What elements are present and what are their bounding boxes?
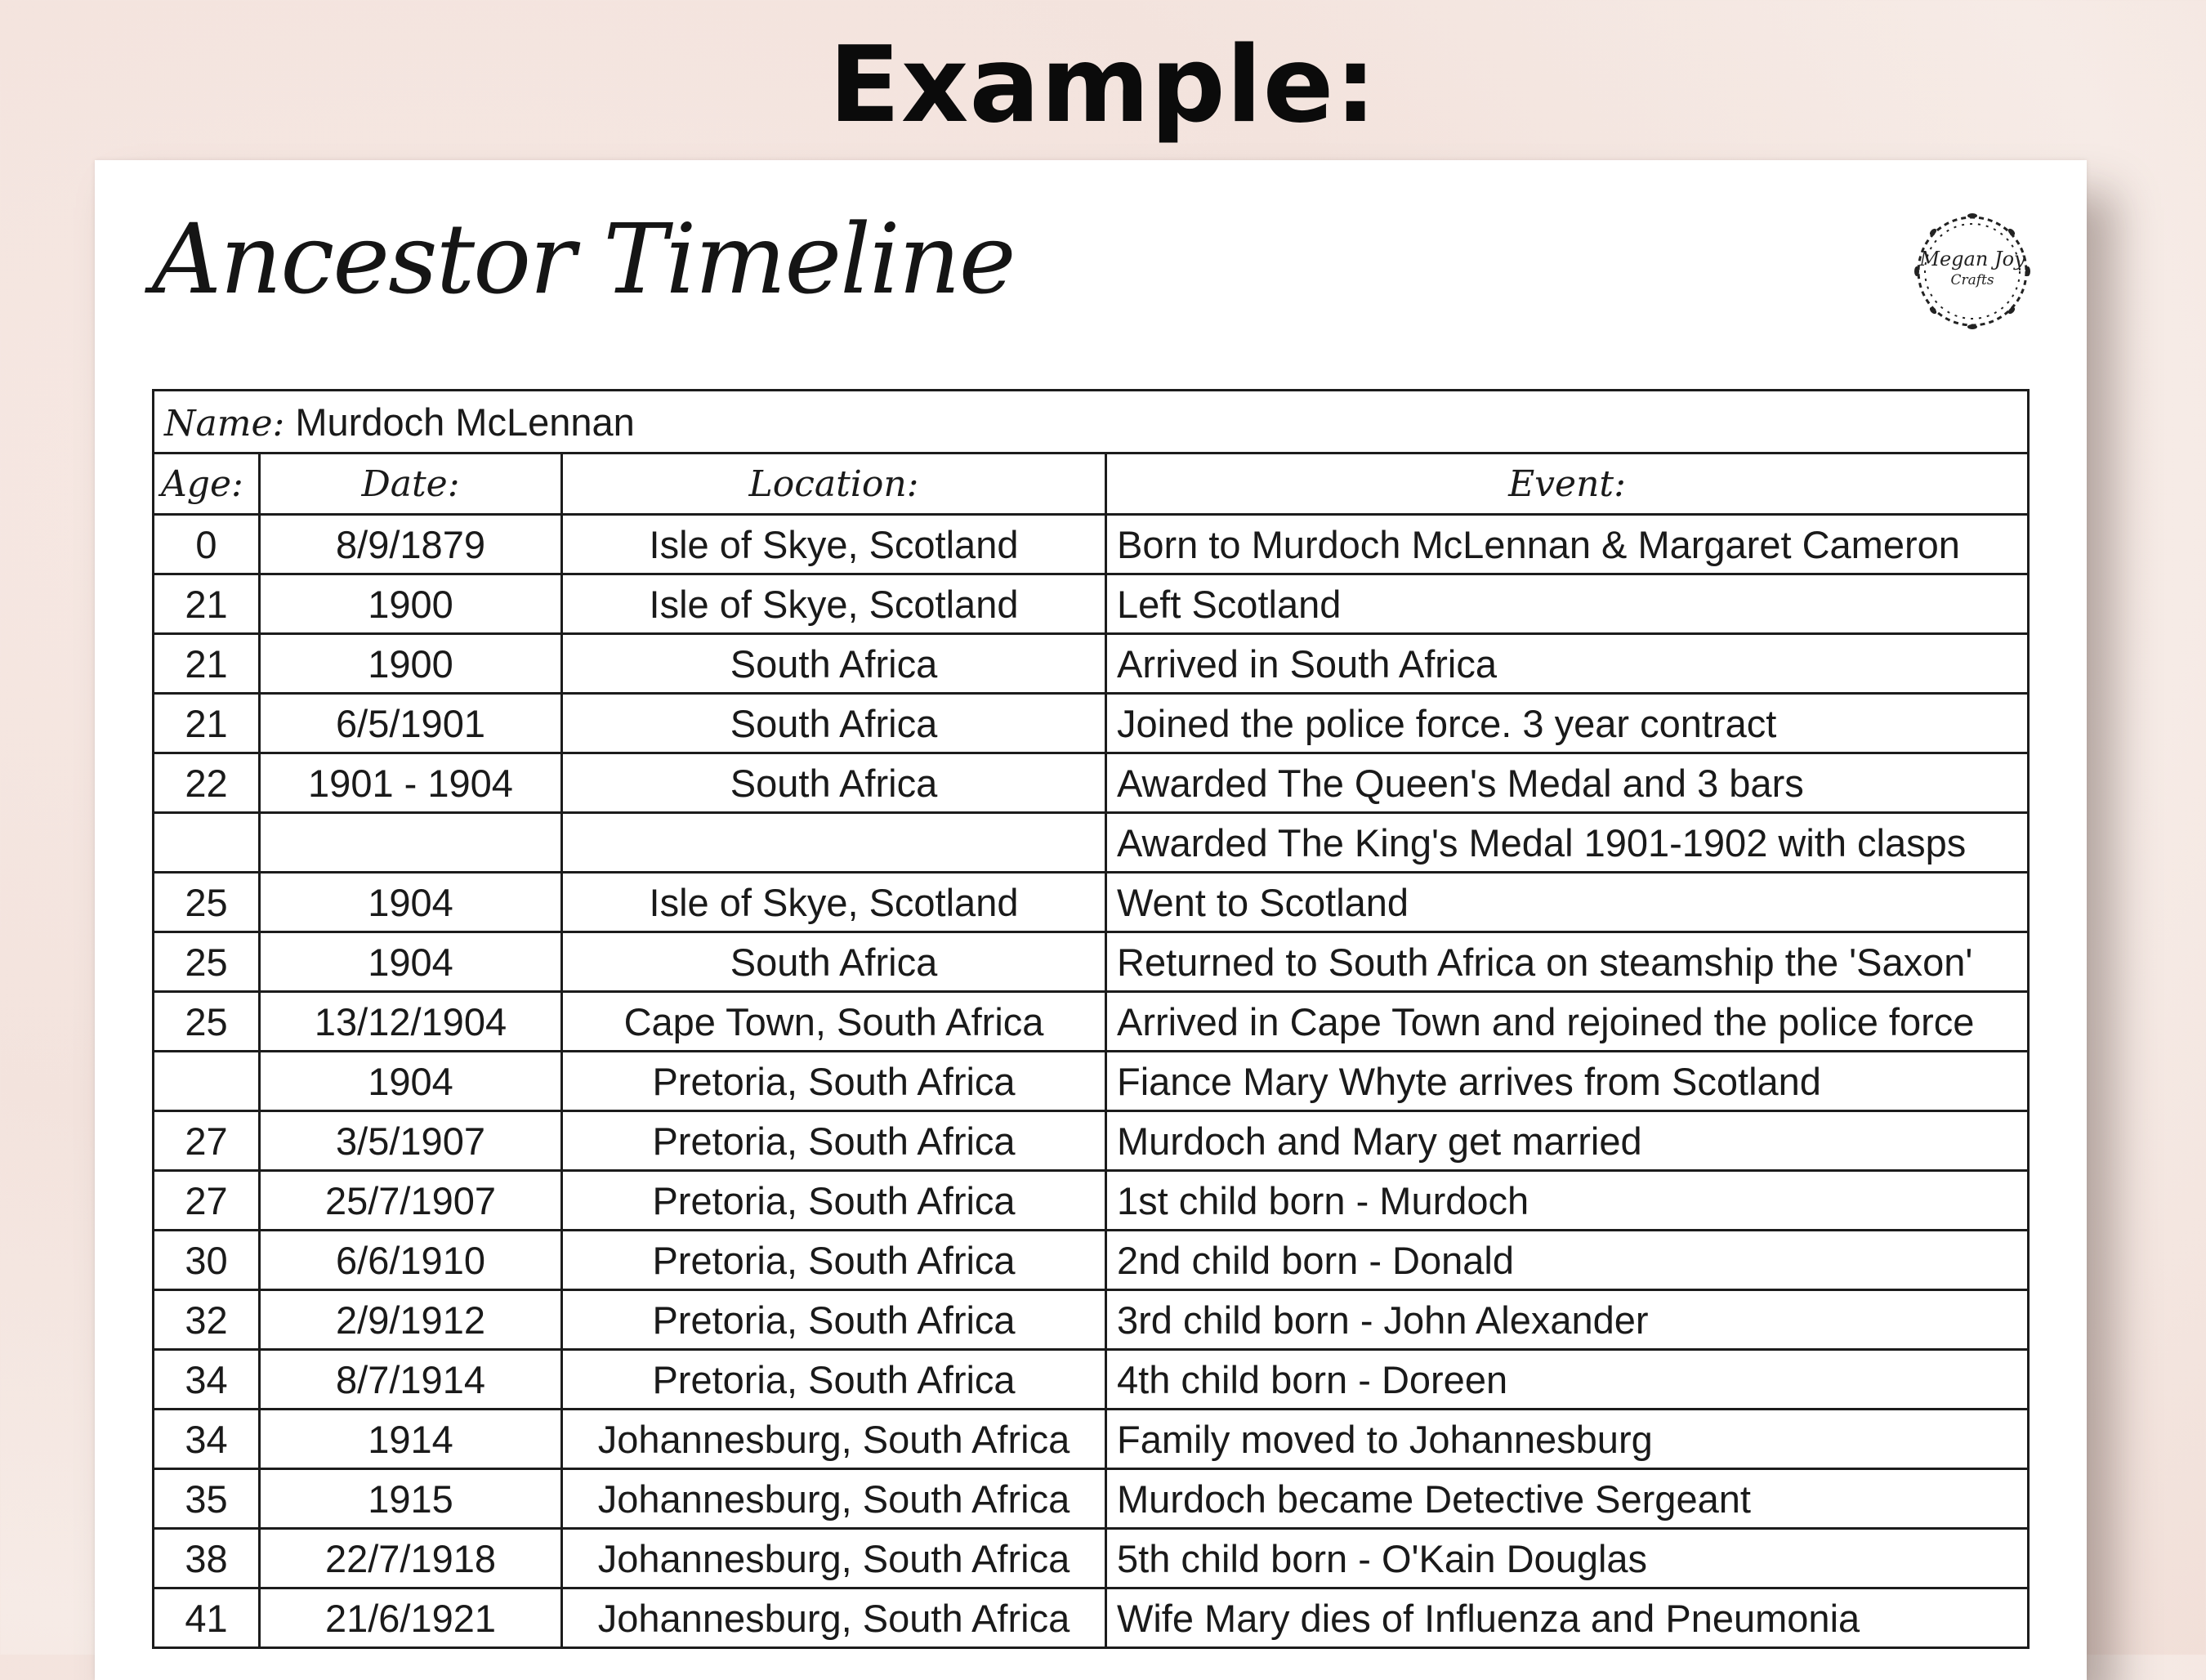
table-row xyxy=(154,1588,2029,1648)
header-row xyxy=(154,454,2029,515)
table-row xyxy=(154,873,2029,932)
cell-age: 21 xyxy=(154,634,260,694)
cell-event: Left Scotland xyxy=(1106,574,2029,634)
header-date: Date: xyxy=(260,454,562,515)
cell-date: 1901 - 1904 xyxy=(260,753,562,813)
cell-date: 1900 xyxy=(260,634,562,694)
cell-date xyxy=(260,813,562,873)
table-row xyxy=(154,515,2029,574)
cell-age: 34 xyxy=(154,1410,260,1469)
cell-location: Pretoria, South Africa xyxy=(562,1350,1106,1410)
cell-location: Pretoria, South Africa xyxy=(562,1052,1106,1111)
cell-location: Isle of Skye, Scotland xyxy=(562,574,1106,634)
cell-age: 25 xyxy=(154,932,260,992)
table-row xyxy=(154,813,2029,873)
brand-logo xyxy=(1907,206,2038,337)
cell-age: 25 xyxy=(154,873,260,932)
header-event: Event: xyxy=(1106,454,2029,515)
cell-location: Johannesburg, South Africa xyxy=(562,1588,1106,1648)
table-row xyxy=(154,1111,2029,1171)
cell-age: 25 xyxy=(154,992,260,1052)
cell-event: Awarded The Queen's Medal and 3 bars xyxy=(1106,753,2029,813)
cell-date: 22/7/1918 xyxy=(260,1529,562,1588)
cell-event: 3rd child born - John Alexander xyxy=(1106,1290,2029,1350)
cell-event: 2nd child born - Donald xyxy=(1106,1231,2029,1290)
cell-location: South Africa xyxy=(562,694,1106,753)
cell-event: Murdoch became Detective Sergeant xyxy=(1106,1469,2029,1529)
cell-location: Johannesburg, South Africa xyxy=(562,1469,1106,1529)
cell-location: Isle of Skye, Scotland xyxy=(562,515,1106,574)
name-cell xyxy=(154,391,2029,454)
header-location: Location: xyxy=(562,454,1106,515)
table-row xyxy=(154,694,2029,753)
name-label: Name: xyxy=(164,402,285,445)
cell-date: 3/5/1907 xyxy=(260,1111,562,1171)
table-row xyxy=(154,932,2029,992)
name-value: Murdoch McLennan xyxy=(295,400,635,444)
cell-date: 1904 xyxy=(260,873,562,932)
cell-event: Went to Scotland xyxy=(1106,873,2029,932)
cell-event: Fiance Mary Whyte arrives from Scotland xyxy=(1106,1052,2029,1111)
cell-date: 6/5/1901 xyxy=(260,694,562,753)
cell-location: Johannesburg, South Africa xyxy=(562,1410,1106,1469)
table-row xyxy=(154,574,2029,634)
cell-location: Pretoria, South Africa xyxy=(562,1290,1106,1350)
cell-age: 27 xyxy=(154,1171,260,1231)
table-row xyxy=(154,1290,2029,1350)
cell-age: 21 xyxy=(154,694,260,753)
cell-date: 1904 xyxy=(260,1052,562,1111)
cell-event: Returned to South Africa on steamship the 'Saxon' xyxy=(1106,932,2029,992)
cell-location: South Africa xyxy=(562,932,1106,992)
cell-age: 32 xyxy=(154,1290,260,1350)
cell-age xyxy=(154,1052,260,1111)
cell-age: 34 xyxy=(154,1350,260,1410)
table-row xyxy=(154,1171,2029,1231)
cell-date: 21/6/1921 xyxy=(260,1588,562,1648)
table-row xyxy=(154,1350,2029,1410)
cell-age: 22 xyxy=(154,753,260,813)
cell-event: Murdoch and Mary get married xyxy=(1106,1111,2029,1171)
cell-location: South Africa xyxy=(562,753,1106,813)
table-row xyxy=(154,753,2029,813)
cell-date: 1900 xyxy=(260,574,562,634)
page-heading: Example: xyxy=(828,25,1378,146)
cell-event: Arrived in Cape Town and rejoined the police force xyxy=(1106,992,2029,1052)
cell-event: Joined the police force. 3 year contract xyxy=(1106,694,2029,753)
cell-event: Wife Mary dies of Influenza and Pneumonia xyxy=(1106,1588,2029,1648)
cell-event: Awarded The King's Medal 1901-1902 with clasps xyxy=(1106,813,2029,873)
cell-age: 41 xyxy=(154,1588,260,1648)
cell-age: 30 xyxy=(154,1231,260,1290)
cell-date: 1915 xyxy=(260,1469,562,1529)
cell-date: 6/6/1910 xyxy=(260,1231,562,1290)
name-row xyxy=(154,391,2029,454)
logo-line1: Megan Joy xyxy=(1919,248,2025,270)
table-row xyxy=(154,1469,2029,1529)
cell-location xyxy=(562,813,1106,873)
cell-date: 2/9/1912 xyxy=(260,1290,562,1350)
cell-location: Pretoria, South Africa xyxy=(562,1171,1106,1231)
cell-age: 35 xyxy=(154,1469,260,1529)
cell-event: 5th child born - O'Kain Douglas xyxy=(1106,1529,2029,1588)
cell-age: 27 xyxy=(154,1111,260,1171)
timeline-table xyxy=(152,389,2030,1649)
timeline-sheet xyxy=(95,160,2087,1680)
cell-event: Born to Murdoch McLennan & Margaret Cameron xyxy=(1106,515,2029,574)
logo-line2: Crafts xyxy=(1950,272,1994,288)
cell-age: 21 xyxy=(154,574,260,634)
cell-date: 13/12/1904 xyxy=(260,992,562,1052)
cell-date: 1914 xyxy=(260,1410,562,1469)
cell-event: 1st child born - Murdoch xyxy=(1106,1171,2029,1231)
cell-age: 0 xyxy=(154,515,260,574)
cell-event: Family moved to Johannesburg xyxy=(1106,1410,2029,1469)
cell-event: Arrived in South Africa xyxy=(1106,634,2029,694)
cell-location: South Africa xyxy=(562,634,1106,694)
cell-event: 4th child born - Doreen xyxy=(1106,1350,2029,1410)
cell-location: Pretoria, South Africa xyxy=(562,1231,1106,1290)
table-row xyxy=(154,1529,2029,1588)
cell-date: 8/7/1914 xyxy=(260,1350,562,1410)
cell-location: Pretoria, South Africa xyxy=(562,1111,1106,1171)
table-row xyxy=(154,1052,2029,1111)
table-row xyxy=(154,634,2029,694)
cell-location: Johannesburg, South Africa xyxy=(562,1529,1106,1588)
cell-date: 25/7/1907 xyxy=(260,1171,562,1231)
cell-age: 38 xyxy=(154,1529,260,1588)
table-row xyxy=(154,992,2029,1052)
cell-location: Isle of Skye, Scotland xyxy=(562,873,1106,932)
sheet-title: Ancestor Timeline xyxy=(152,203,1015,315)
cell-date: 8/9/1879 xyxy=(260,515,562,574)
cell-age xyxy=(154,813,260,873)
table-row xyxy=(154,1410,2029,1469)
cell-location: Cape Town, South Africa xyxy=(562,992,1106,1052)
cell-date: 1904 xyxy=(260,932,562,992)
table-row xyxy=(154,1231,2029,1290)
header-age: Age: xyxy=(154,454,260,515)
